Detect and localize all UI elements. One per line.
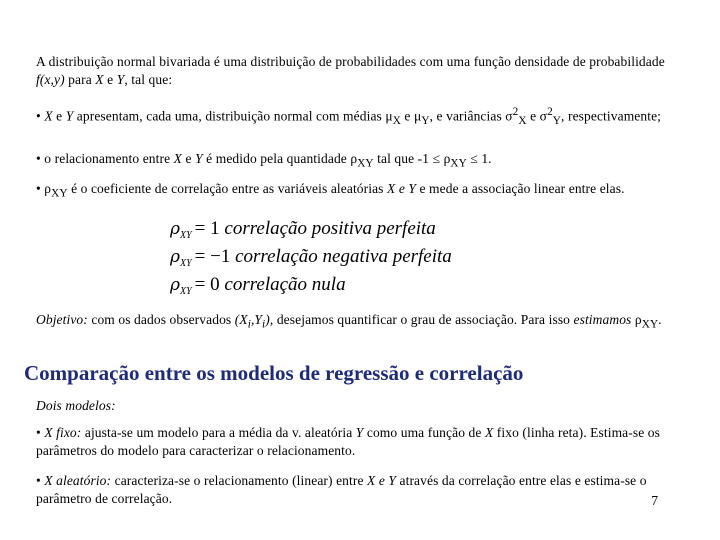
bullet-correlation-coefficient: • $\rho_{XY}$ é o coeficiente de correlação entre as variáveis aleatórias X e Y e mede a associação linear entre elas. [36,181,625,200]
bullet-relationship: • o relacionamento entre X e Y é medido pela quantidade $\rho_{XY}$ tal que $-1 \le \rho_{XY} \le 1$. [36,151,492,170]
section-heading: Comparação entre os modelos de regressão e correlação [24,361,524,385]
bullet-x-random: • X aleatório: caracteriza-se o relacionamento (linear) entre X e Y através da correlação entre elas e estima-se o parâmetro de correlação. [36,473,647,506]
equation-negative: $\rho_{XY} = -1$ correlação negativa perfeita [170,246,452,269]
two-models-label: Dois modelos: [36,398,116,413]
page-number: 7 [651,493,658,508]
bullet-x-fixed: • X fixo: ajusta-se um modelo para a média da v. aleatória Y como uma função de X fixo (linha reta). Estima-se os parâmetros do modelo para caracterizar o relacionamento. [36,425,660,458]
bullet-normal-distribution: • X e Y apresentam, cada uma, distribuição normal com médias $\mu_X$ e $\mu_Y$, e variâncias $\sigma^2_X$ e $\sigma^2_Y$, respectivamente; [36,106,662,128]
objective-paragraph: Objetivo: com os dados observados $(X_i,Y_i)$, desejamos quantificar o grau de associação. Para isso estimamos $\rho_{XY}$. [36,312,662,331]
intro-paragraph: A distribuição normal bivariada é uma distribuição de probabilidades com uma função densidade de probabilidade f(x,y) para X e Y, tal que: [36,54,665,87]
equation-null: $\rho_{XY} = 0$ correlação nula [170,274,346,297]
equation-positive: $\rho_{XY} = 1$ correlação positiva perfeita [170,218,436,241]
